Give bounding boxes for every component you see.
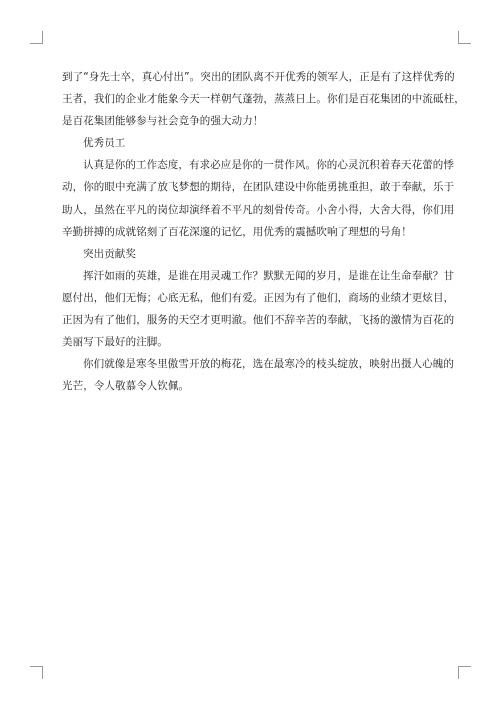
text-line: 挥汗如雨的英雄，是谁在用灵魂工作？默默无闻的岁月，是谁在让生命奉献？甘: [83, 269, 454, 282]
crop-mark-top-right: [458, 31, 471, 44]
crop-mark-top-left: [30, 31, 43, 44]
text-line: 王者，我们的企业才能象今天一样朝气蓬勃，蒸蒸日上。你们是百花集团的中流砥柱，: [62, 93, 465, 106]
text-line: 动，你的眼中充满了放飞梦想的期待，在团队建设中你能勇挑重担，敢于奉献，乐于: [62, 181, 455, 194]
text-line: 美丽写下最好的注脚。: [62, 336, 168, 349]
document-body: [62, 66, 465, 397]
text-line: 认真是你的工作态度，有求必应是你的一贯作风。你的心灵沉积着春天花蕾的悸: [83, 159, 454, 172]
text-line: 愿付出，他们无悔；心底无私，他们有爱。正因为有了他们，商场的业绩才更炫目，: [62, 291, 455, 304]
section-heading-outstanding-contribution: 突出贡献奖: [83, 247, 136, 260]
text-line: 是百花集团能够参与社会竞争的强大动力！: [62, 115, 264, 128]
section-heading-outstanding-employee: 优秀员工: [83, 137, 126, 150]
text-line: 正因为有了他们，服务的天空才更明澈。他们不辞辛苦的奉献，飞扬的激情为百花的: [62, 314, 455, 327]
crop-mark-bottom-left: [30, 666, 43, 679]
text-line: 助人，虽然在平凡的岗位却演绎着不平凡的刻骨传奇。小舍小得，大舍大得，你们用: [62, 203, 455, 216]
text-line: 到了“身先士卒，真心付出”。突出的团队离不开优秀的领军人，正是有了这样优秀的: [62, 71, 455, 83]
text-line: 你们就像是寒冬里傲雪开放的梅花，选在最寒冷的枝头绽放，映射出摄人心魄的: [83, 358, 454, 371]
crop-mark-bottom-right: [458, 666, 471, 679]
text-line: 辛勤拼搏的成就铭刻了百花深邃的记忆，用优秀的震撼吹响了理想的号角！: [62, 225, 412, 238]
text-line: 光芒，令人敬慕令人钦佩。: [62, 380, 190, 393]
